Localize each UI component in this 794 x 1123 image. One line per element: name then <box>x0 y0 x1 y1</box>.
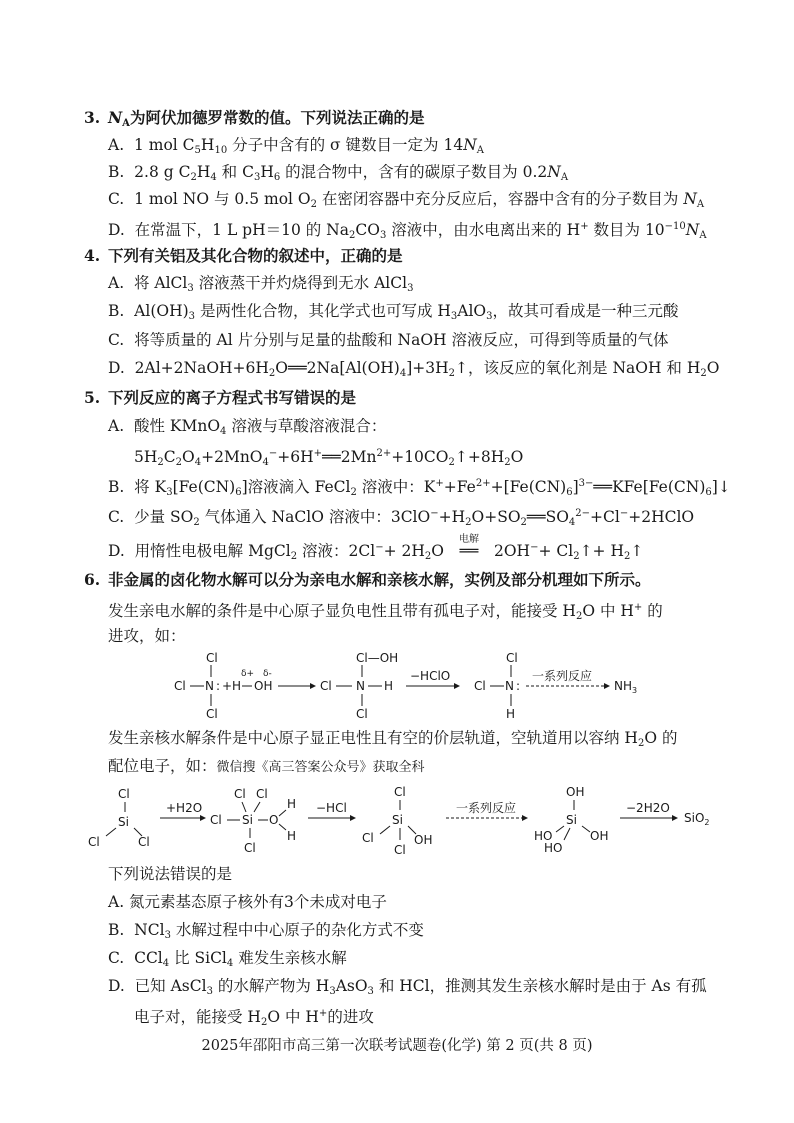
scheme2-reagent-2water: −2H2O <box>626 801 670 815</box>
q6-stem: 非金属的卤化物水解可以分为亲电水解和亲核水解，实例及部分机理如下所示。 <box>108 570 651 589</box>
svg-text:OH: OH <box>254 679 273 693</box>
q5-option-a-equation: $5H_2C_2O_4+2MnO_4^-+6H^+══2Mn^{2+}+10CO_2↑+8H_2O$ <box>134 448 524 468</box>
svg-text:Cl: Cl <box>118 787 130 801</box>
svg-text:Cl: Cl <box>320 679 332 693</box>
svg-text:Cl: Cl <box>88 835 100 849</box>
scheme2-reagent-hcl: −HCl <box>316 801 347 815</box>
svg-text:Cl: Cl <box>234 787 246 801</box>
q6-option-c: C. CCl$_4$ 比 SiCl$_4$ 难发生亲核水解 <box>108 949 347 969</box>
q5-option-b: B. 将 $K_3[Fe(CN)_6]$溶液滴入 FeCl$_2$ 溶液中：$K^++Fe^{2+}+[Fe(CN)_6]^{3-}══KFe[Fe(CN)_6]↓$ <box>108 478 731 498</box>
svg-text:Cl: Cl <box>474 679 486 693</box>
svg-text:Cl: Cl <box>206 707 218 721</box>
svg-text::: : <box>216 679 221 693</box>
svg-text:Cl—OH: Cl—OH <box>356 651 399 665</box>
q6-option-a: A. 氮元素基态原子核外有3个未成对电子 <box>108 893 387 911</box>
svg-text:Si: Si <box>566 813 577 827</box>
svg-text:NH3: $NH_3$ <box>614 679 638 695</box>
svg-text:Cl: Cl <box>244 841 256 855</box>
svg-text:Cl: Cl <box>256 787 268 801</box>
watermark-note: 微信搜《高三答案公众号》获取全科 <box>216 760 425 775</box>
svg-text:N: N <box>205 679 214 693</box>
q3-option-d: D. 在常温下，1 L pH＝10 的 $Na_2CO_3$ 溶液中，由水电离出来的 H+ 数目为 $10^{-10}N_A$ <box>108 221 707 241</box>
svg-text:H: H <box>384 679 394 693</box>
q4-option-b: B. $Al(OH)_3$ 是两性化合物，其化学式也可写成 $H_3AlO_3$，故其可看成是一种三元酸 <box>108 302 679 322</box>
q3-option-b: B. 2.8 g $C_2H_4$ 和 $C_3H_6$ 的混合物中，含有的碳原子数目为 $0.2N_A$ <box>108 163 569 183</box>
svg-text:HO: HO <box>544 841 563 855</box>
q5-option-c: C. 少量 $SO_2$ 气体通入 NaClO 溶液中：$3ClO^-+H_2O+SO_2══SO_4^{2-}+Cl^-+2HClO$ <box>108 508 695 528</box>
svg-text:Si: Si <box>242 813 253 827</box>
svg-text:Cl: Cl <box>506 651 518 665</box>
svg-text:Si: Si <box>118 815 129 829</box>
svg-text:H: H <box>232 679 242 693</box>
svg-text:H: H <box>287 829 297 843</box>
svg-text:Cl: Cl <box>206 651 218 665</box>
svg-text:+: + <box>222 679 233 693</box>
q4-stem: 下列有关铝及其化合物的叙述中，正确的是 <box>108 246 403 265</box>
q5-option-a: A. 酸性 KMnO$_4$ 溶液与草酸溶液混合： <box>108 417 387 437</box>
q5-option-d: D. 用惰性电极电解 MgCl$_2$ 溶液：$2Cl^-+ 2H_2O$ 电解 ══ $2OH^-+ Cl_2↑+$ $H_2↑$ <box>108 534 644 562</box>
svg-text:Cl: Cl <box>356 707 368 721</box>
q3-stem: $N_A$为阿伏加德罗常数的值。下列说法正确的是 <box>108 108 425 129</box>
svg-text:Cl: Cl <box>394 785 406 799</box>
svg-text:H: H <box>506 707 516 721</box>
svg-text:Cl: Cl <box>138 835 150 849</box>
q4-option-c: C. 将等质量的 Al 片分别与足量的盐酸和 NaOH 溶液反应，可得到等质量的气体 <box>108 331 669 349</box>
svg-text:OH: OH <box>566 785 585 799</box>
svg-text:δ-: δ- <box>263 669 272 679</box>
svg-text:OH: OH <box>414 833 433 847</box>
q6-number: 6. <box>84 570 101 589</box>
q6-para2-line2 <box>108 756 425 778</box>
sicl4-hydrolysis-scheme <box>86 784 726 862</box>
svg-text::: : <box>516 679 521 693</box>
svg-text:HO: HO <box>534 829 553 843</box>
svg-text:Cl: Cl <box>210 813 222 827</box>
q4-option-d: D. $2Al+2NaOH+6H_2O══2Na[Al(OH)_4]+3H_2↑$，该反应的氧化剂是 NaOH 和 $H_2O$ <box>108 359 720 379</box>
q3-option-c: C. 1 mol NO 与 0.5 mol $O_2$ 在密闭容器中充分反应后，容器中含有的分子数目为 $N_A$ <box>108 190 705 210</box>
svg-text:Si: Si <box>392 813 403 827</box>
q6-option-d-line1: D. 已知 AsCl$_3$ 的水解产物为 $H_3AsO_3$ 和 HCl，推测其发生亲核水解时是由于 As 有孤 <box>108 977 707 997</box>
svg-text:δ+: δ+ <box>241 669 255 679</box>
q6-option-d-line2: 电子对，能接受 $H_2O$ 中 H+的进攻 <box>134 1008 374 1028</box>
svg-text:N: N <box>505 679 514 693</box>
svg-text:N: N <box>356 679 365 693</box>
svg-text:H: H <box>287 797 297 811</box>
q4-number: 4. <box>84 246 101 265</box>
ncl3-hydrolysis-scheme <box>170 650 690 722</box>
q6-para1-line3: 进攻，如： <box>108 627 186 645</box>
scheme1-reagent-series: 一系列反应 <box>532 669 593 683</box>
q6-para1-line2: 发生亲电水解的条件是中心原子显负电性且带有孤电子对，能接受 $H_2O$ 中 H+ 的 <box>108 602 663 622</box>
q5-number: 5. <box>84 388 101 407</box>
q3-option-a: A. 1 mol $C_5H_{10}$ 分子中含有的 σ 键数目一定为 $14N_A$ <box>108 136 484 156</box>
q6-ask: 下列说法错误的是 <box>108 865 233 883</box>
scheme2-reagent-series: 一系列反应 <box>456 801 517 815</box>
svg-text:Cl: Cl <box>362 831 374 845</box>
svg-text:OH: OH <box>590 829 609 843</box>
svg-text:Cl: Cl <box>394 843 406 857</box>
q6-para2-line2-text: 配位电子，如： <box>108 757 217 775</box>
scheme1-reagent-hclo: −HClO <box>410 669 451 683</box>
page-footer: 2025年邵阳市高三第一次联考试题卷(化学) 第 2 页(共 8 页) <box>201 1038 593 1054</box>
q6-option-b: B. NCl$_3$ 水解过程中中心原子的杂化方式不变 <box>108 921 424 941</box>
svg-text:Cl: Cl <box>174 679 186 693</box>
q4-option-a: A. 将 AlCl$_3$ 溶液蒸干并灼烧得到无水 AlCl$_3$ <box>108 274 414 294</box>
q6-para2-line1: 发生亲核水解条件是中心原子显正电性且有空的价层轨道，空轨道用以容纳 $H_2O$ 的 <box>108 729 678 749</box>
scheme2-reagent-water: +H2O <box>166 801 203 815</box>
q5-stem: 下列反应的离子方程式书写错误的是 <box>108 388 357 407</box>
svg-text:O: O <box>269 813 279 827</box>
q3-number: 3. <box>84 108 101 127</box>
svg-text:SiO2: SiO$_2$ <box>684 811 710 827</box>
